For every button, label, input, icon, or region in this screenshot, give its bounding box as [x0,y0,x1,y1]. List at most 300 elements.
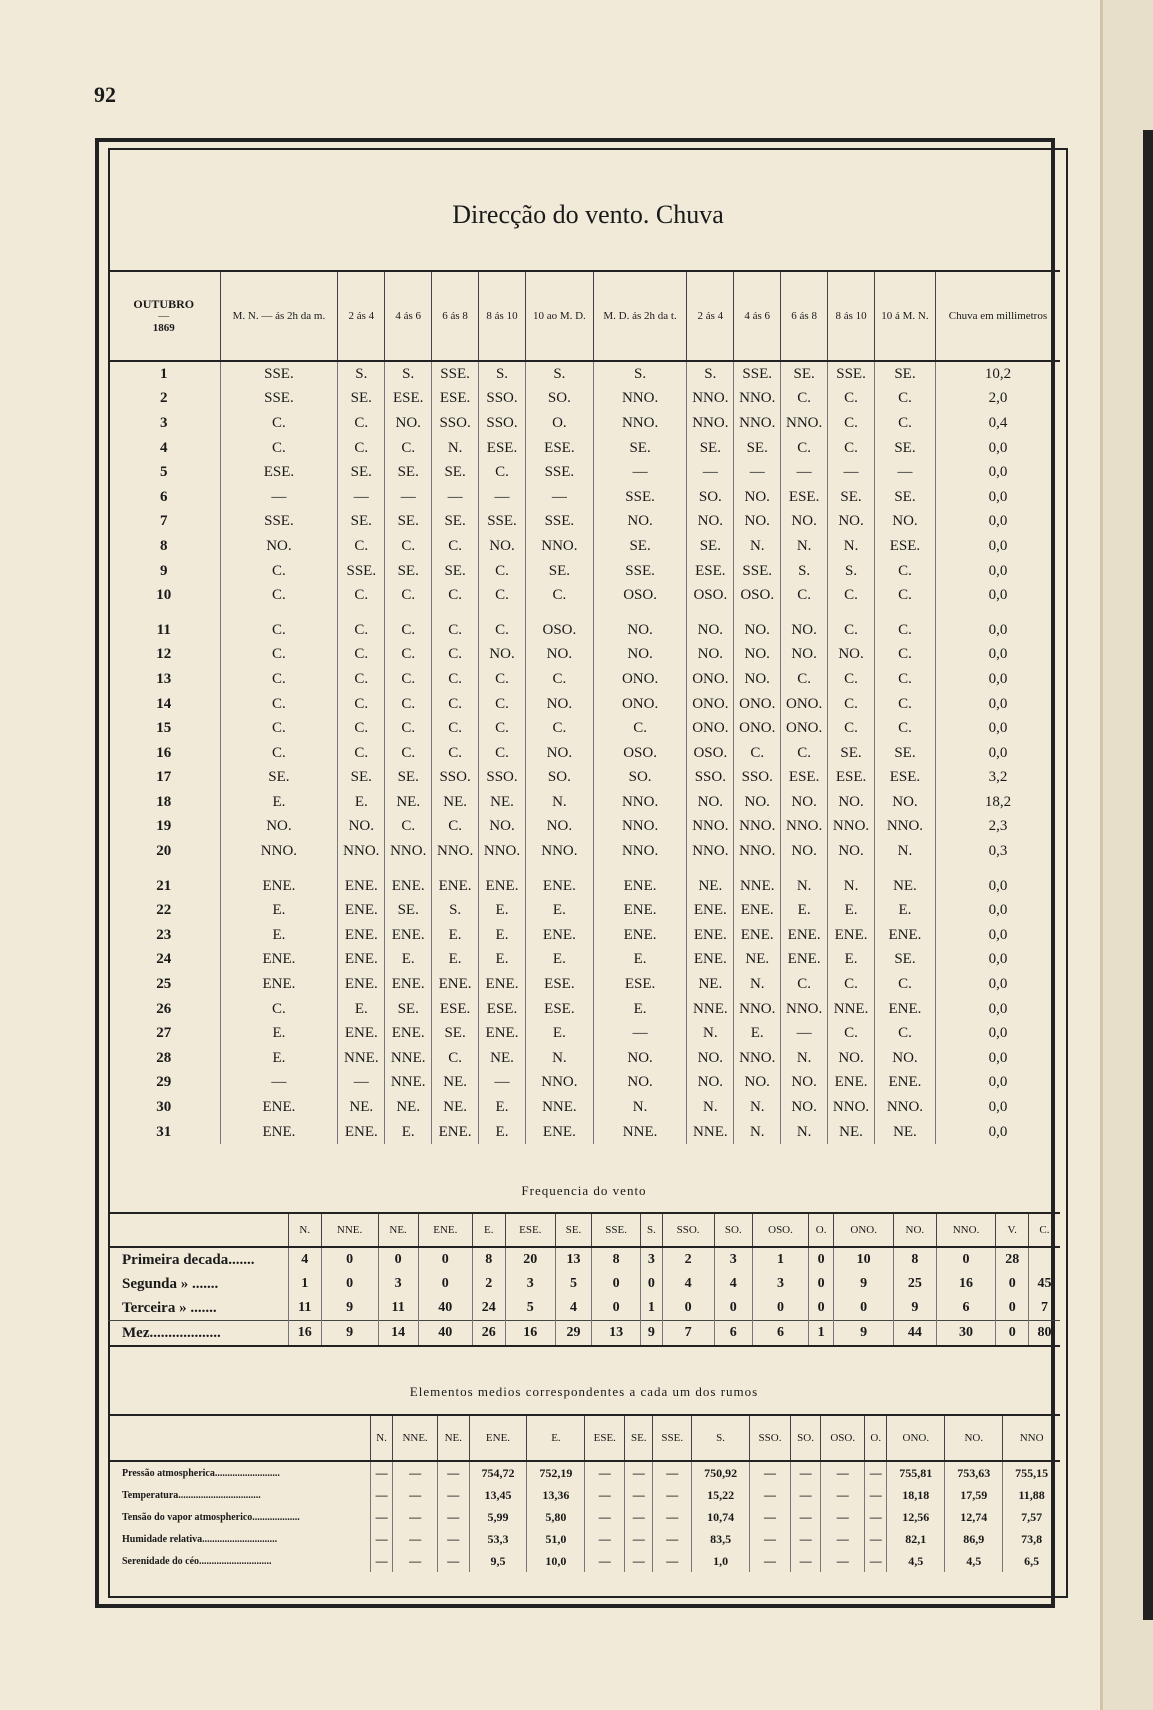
wind-cell: ESE. [385,387,432,412]
wind-cell: NO. [593,1046,687,1071]
wind-cell: SE. [338,766,385,791]
elements-cell: 82,1 [887,1528,945,1550]
wind-cell: C. [525,667,593,692]
frequency-cell: 16 [936,1272,996,1296]
day-cell: 1 [160,365,168,382]
day-cell: 30 [156,1099,172,1116]
day-cell: 18 [156,793,172,810]
wind-cell: SSO. [687,766,734,791]
elements-cell: 53,3 [469,1528,527,1550]
wind-cell: C. [828,583,875,608]
wind-cell: E. [220,1021,338,1046]
wind-cell: O. [525,411,593,436]
gap-cell [593,608,687,618]
wind-cell: OSO. [593,583,687,608]
wind-cell: N. [734,1120,781,1145]
elements-column-header: NO. [945,1415,1003,1461]
table-row [108,815,1060,840]
frequency-header [108,1213,1060,1247]
elements-cell: — [790,1506,820,1528]
wind-cell: N. [734,972,781,997]
elements-cell: — [585,1528,625,1550]
elements-cell: — [585,1506,625,1528]
table-row [108,1071,1060,1096]
wind-cell: NNO. [687,387,734,412]
table-row [108,692,1060,717]
frequency-cell: 13 [556,1247,592,1272]
elements-row [108,1484,1060,1506]
wind-cell: NNO. [781,997,828,1022]
wind-cell: C. [338,583,385,608]
wind-cell: SSE. [734,559,781,584]
elements-column-header: SO. [790,1415,820,1461]
wind-cell: SSE. [593,485,687,510]
wind-cell: C. [479,559,526,584]
wind-cell: NE. [875,874,936,899]
frequency-cell: 8 [592,1247,641,1272]
wind-cell: SE. [875,361,936,387]
frequency-column-header: SO. [714,1213,753,1247]
wind-cell: NO. [479,643,526,668]
gap-cell [385,864,432,874]
wind-cell: NNO. [593,387,687,412]
wind-cell: NNO. [432,839,479,864]
wind-cell: E. [338,790,385,815]
wind-cell: SSE. [734,361,781,387]
wind-cell: C. [432,716,479,741]
frequency-cell: 4 [556,1296,592,1321]
wind-cell: ENE. [432,972,479,997]
elements-row [108,1550,1060,1572]
elements-column-header: N. [371,1415,393,1461]
frequency-cell: 24 [473,1296,506,1321]
day-cell: 26 [156,1000,172,1017]
wind-cell: C. [828,1021,875,1046]
frequency-column-header: SSO. [662,1213,714,1247]
wind-cell: SE. [687,436,734,461]
frequency-cell: 20 [505,1247,556,1272]
wind-cell: SSO. [479,411,526,436]
wind-cell: E. [338,997,385,1022]
frequency-column-header: E. [473,1213,506,1247]
elements-cell: — [625,1550,653,1572]
wind-cell: N. [781,1120,828,1145]
wind-cell: ENE. [525,1120,593,1145]
frequency-column-header: N. [289,1213,322,1247]
wind-cell: ENE. [338,972,385,997]
frequency-row-label: Terceira » ....... [122,1299,217,1316]
wind-cell: C. [220,741,338,766]
wind-cell: NNE. [687,1120,734,1145]
day-cell: 24 [156,951,172,968]
day-cell: 19 [156,818,172,835]
wind-cell: ESE. [479,436,526,461]
wind-cell: NNO. [525,839,593,864]
wind-cell: ENE. [432,1120,479,1145]
table-row [108,948,1060,973]
elements-cell: — [750,1506,791,1528]
wind-cell: ESE. [432,997,479,1022]
elements-cell: — [821,1461,865,1484]
elements-cell: — [438,1550,469,1572]
elements-cell: — [750,1528,791,1550]
wind-cell: SE. [432,510,479,535]
wind-cell: ESE. [593,972,687,997]
table-row [108,1120,1060,1145]
wind-cell: C. [479,460,526,485]
wind-cell: NNO. [479,839,526,864]
elements-cell: — [438,1506,469,1528]
wind-cell: SE. [734,436,781,461]
wind-cell: NO. [687,790,734,815]
wind-cell: C. [432,583,479,608]
elements-cell: — [625,1528,653,1550]
wind-cell: C. [479,741,526,766]
elements-column-header: E. [527,1415,585,1461]
wind-cell: C. [338,667,385,692]
wind-cell: SE. [875,948,936,973]
table-row [108,716,1060,741]
wind-cell: E. [432,923,479,948]
wind-cell: C. [479,667,526,692]
frequency-cell: 3 [505,1272,556,1296]
wind-cell: ENE. [432,874,479,899]
frequency-cell: 0 [418,1247,472,1272]
wind-cell: NNE. [828,997,875,1022]
frequency-cell: 44 [894,1321,937,1347]
wind-cell: E. [734,1021,781,1046]
wind-cell: SE. [385,559,432,584]
table-row [108,583,1060,608]
rain-cell: 0,0 [935,667,1060,692]
wind-cell: C. [828,618,875,643]
wind-cell: S. [479,361,526,387]
wind-cell: N. [875,839,936,864]
wind-cell: — [385,485,432,510]
table-row [108,387,1060,412]
day-cell: 9 [160,562,168,579]
wind-cell: NO. [687,618,734,643]
wind-cell: NNE. [385,1071,432,1096]
gap-cell [479,608,526,618]
wind-cell: E. [875,898,936,923]
wind-cell: S. [687,361,734,387]
day-cell: 22 [156,902,172,919]
day-cell: 8 [160,537,168,554]
table-row [108,898,1060,923]
wind-cell: NO. [828,510,875,535]
wind-cell: NE. [687,972,734,997]
wind-cell: — [432,485,479,510]
rain-cell: 0,0 [935,997,1060,1022]
frequency-cell: 7 [1028,1296,1060,1321]
gap-cell [828,608,875,618]
wind-cell: ENE. [875,923,936,948]
wind-cell: ENE. [734,898,781,923]
gap-cell [781,864,828,874]
wind-cell: SSE. [479,510,526,535]
wind-cell: SE. [385,997,432,1022]
wind-cell: SO. [525,387,593,412]
wind-cell: S. [525,361,593,387]
wind-cell: ENE. [828,923,875,948]
wind-cell: NO. [828,839,875,864]
wind-cell: NO. [734,667,781,692]
elements-cell: 10,0 [527,1550,585,1572]
facing-page-border [1143,130,1153,1620]
wind-cell: SE. [385,460,432,485]
wind-cell: ENE. [593,874,687,899]
wind-cell: NNO. [734,1046,781,1071]
gap-cell [338,608,385,618]
elements-cell: — [625,1484,653,1506]
elements-cell: — [790,1461,820,1484]
frequency-cell: 9 [834,1321,894,1347]
rain-cell: 0,0 [935,1120,1060,1145]
wind-cell: S. [432,898,479,923]
wind-cell: E. [385,948,432,973]
wind-cell: C. [432,643,479,668]
wind-cell: SE. [687,534,734,559]
wind-cell: C. [875,559,936,584]
wind-cell: C. [828,436,875,461]
wind-cell: C. [338,692,385,717]
elements-cell: 12,74 [945,1506,1003,1528]
wind-cell: C. [338,436,385,461]
elements-title: Elementos medios correspondentes a cada um dos rumos [409,1384,759,1399]
wind-cell: S. [338,361,385,387]
gap-cell [108,608,220,618]
wind-cell: ESE. [781,766,828,791]
wind-cell: S. [385,361,432,387]
wind-cell: NNE. [338,1046,385,1071]
wind-cell: ENE. [479,1021,526,1046]
elements-cell: — [653,1528,692,1550]
rain-cell: 0,0 [935,436,1060,461]
elements-cell: 11,88 [1003,1484,1060,1506]
wind-cell: E. [525,898,593,923]
elements-cell: — [438,1528,469,1550]
header-rule: — [158,310,170,322]
column-header: 2 ás 4 [687,271,734,361]
wind-cell: SE. [875,741,936,766]
wind-cell: C. [781,436,828,461]
wind-cell: NNO. [593,411,687,436]
frequency-cell: 10 [834,1247,894,1272]
elements-cell: — [865,1506,887,1528]
rain-cell: 0,0 [935,716,1060,741]
rain-cell: 0,0 [935,618,1060,643]
wind-cell: SE. [828,485,875,510]
rain-cell: 0,0 [935,559,1060,584]
wind-cell: NO. [734,790,781,815]
wind-cell: N. [828,874,875,899]
wind-cell: NO. [781,1095,828,1120]
wind-cell: — [220,1071,338,1096]
frequency-row-label: Mez................... [108,1321,289,1347]
frequency-cell: 13 [592,1321,641,1347]
frequency-cell: 29 [556,1321,592,1347]
frequency-cell: 5 [505,1296,556,1321]
wind-cell: C. [875,618,936,643]
table-row [108,618,1060,643]
wind-cell: C. [432,741,479,766]
wind-cell: E. [385,1120,432,1145]
day-cell: 16 [156,744,172,761]
wind-cell: SSE. [593,559,687,584]
elements-cell: 51,0 [527,1528,585,1550]
column-header: M. N. — ás 2h da m. [220,271,338,361]
wind-cell: SE. [432,559,479,584]
wind-cell: ENE. [781,923,828,948]
wind-cell: SE. [875,485,936,510]
wind-cell: E. [479,1120,526,1145]
wind-cell: NO. [220,534,338,559]
wind-cell: — [479,485,526,510]
table-row [108,741,1060,766]
frequency-cell: 0 [996,1296,1029,1321]
main-table-body [108,361,1060,1144]
wind-cell: E. [781,898,828,923]
wind-cell: — [687,460,734,485]
wind-cell: C. [479,583,526,608]
frequency-cell: 0 [321,1247,378,1272]
column-header: 4 ás 6 [734,271,781,361]
wind-cell: ENE. [385,1021,432,1046]
wind-cell: C. [385,583,432,608]
wind-cell: NE. [479,790,526,815]
day-cell: 4 [160,439,168,456]
wind-cell: C. [828,692,875,717]
wind-cell: OSO. [687,741,734,766]
wind-cell: C. [385,667,432,692]
frequency-cell: 4 [662,1272,714,1296]
elements-cell: — [821,1506,865,1528]
wind-cell: C. [875,972,936,997]
wind-cell: — [593,460,687,485]
wind-cell: C. [875,643,936,668]
wind-cell: ESE. [432,387,479,412]
wind-cell: C. [432,618,479,643]
wind-cell: ESE. [220,460,338,485]
wind-cell: NO. [781,839,828,864]
wind-cell: NO. [593,1071,687,1096]
wind-cell: C. [220,559,338,584]
elements-row [108,1528,1060,1550]
elements-cell: — [371,1506,393,1528]
wind-cell: E. [479,923,526,948]
rain-cell: 0,4 [935,411,1060,436]
wind-cell: NNO. [593,839,687,864]
wind-cell: SE. [781,361,828,387]
wind-cell: C. [385,716,432,741]
wind-cell: NNO. [525,534,593,559]
elements-cell: — [585,1461,625,1484]
frequency-column-header: NE. [378,1213,418,1247]
elements-cell: 755,81 [887,1461,945,1484]
table-row [108,923,1060,948]
elements-cell: 754,72 [469,1461,527,1484]
elements-column-header: ENE. [469,1415,527,1461]
frequency-cell: 0 [662,1296,714,1321]
rain-cell: 0,3 [935,839,1060,864]
table-row [108,485,1060,510]
wind-cell: NE. [479,1046,526,1071]
frequency-row-label: Segunda » ....... [122,1275,219,1292]
elements-column-header: SE. [625,1415,653,1461]
frequency-cell: 1 [289,1272,322,1296]
gap-cell [935,608,1060,618]
column-header: 6 ás 8 [432,271,479,361]
wind-cell: SE. [593,534,687,559]
wind-cell: N. [781,874,828,899]
wind-cell: NNO. [593,790,687,815]
wind-cell: E. [525,1021,593,1046]
wind-cell: ENE. [220,1095,338,1120]
frequency-column-header: S. [641,1213,662,1247]
gap-cell [734,608,781,618]
wind-cell: ENE. [220,948,338,973]
wind-cell: C. [220,583,338,608]
column-header: Chuva em millimetros [935,271,1060,361]
wind-cell: NNO. [828,815,875,840]
day-cell: 10 [156,587,172,604]
elements-cell: 13,45 [469,1484,527,1506]
frequency-cell: 1 [641,1296,662,1321]
frequency-cell: 80 [1028,1321,1060,1347]
gap-cell [687,864,734,874]
table-row [108,460,1060,485]
wind-cell: SSO. [479,387,526,412]
gap-cell [432,864,479,874]
wind-cell: N. [432,436,479,461]
elements-cell: 5,80 [527,1506,585,1528]
wind-cell: OSO. [525,618,593,643]
elements-cell: 83,5 [692,1528,750,1550]
wind-cell: SE. [338,387,385,412]
wind-cell: C. [479,716,526,741]
elements-cell: — [585,1550,625,1572]
wind-cell: NNO. [734,815,781,840]
column-header: 10 á M. N. [875,271,936,361]
main-table-header [108,271,1060,361]
table-row [108,559,1060,584]
day-cell: 28 [156,1049,172,1066]
wind-cell: C. [593,716,687,741]
frequency-cell: 6 [936,1296,996,1321]
wind-cell: ENE. [385,923,432,948]
table-row [108,643,1060,668]
wind-cell: ENE. [338,1120,385,1145]
wind-cell: N. [828,534,875,559]
wind-direction-table [108,270,1060,1144]
rain-cell: 0,0 [935,1046,1060,1071]
elements-row [108,1461,1060,1484]
wind-cell: ESE. [525,436,593,461]
wind-cell: NO. [734,510,781,535]
frequency-cell: 9 [321,1296,378,1321]
frequency-cell: 28 [996,1247,1029,1272]
frequency-cell: 9 [641,1321,662,1347]
wind-cell: NO. [734,1071,781,1096]
wind-cell: NO. [875,790,936,815]
frequency-cell: 40 [418,1321,472,1347]
wind-cell: NE. [432,790,479,815]
elements-cell: — [393,1461,438,1484]
wind-cell: SE. [220,766,338,791]
wind-cell: NO. [687,1046,734,1071]
elements-row-label: Tensão do vapor atmospherico................... [122,1511,300,1523]
